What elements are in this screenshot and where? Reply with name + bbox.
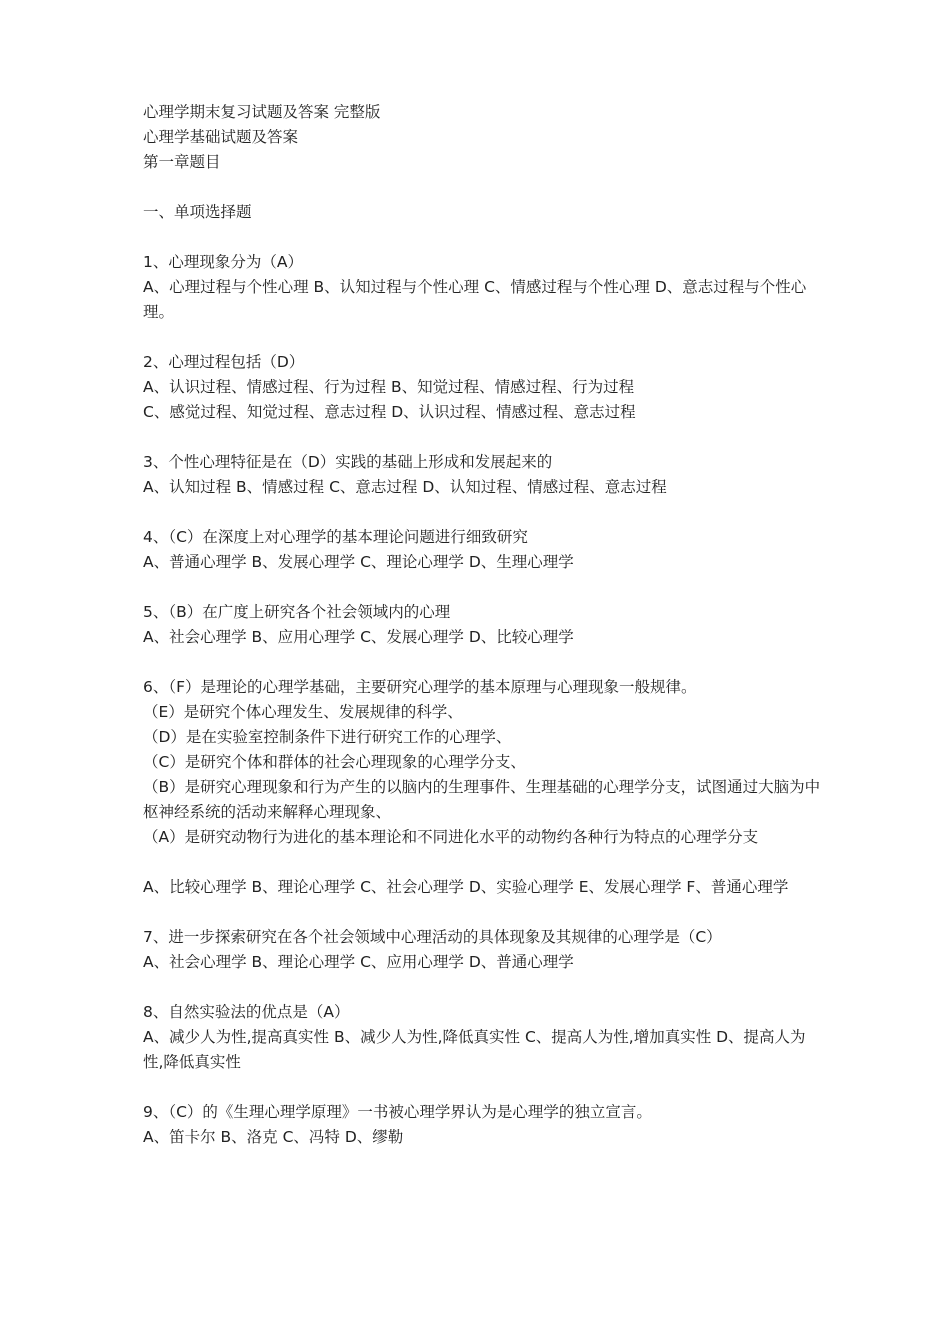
question-6 (143, 675, 820, 900)
chapter-heading: 第一章题目 (143, 153, 221, 171)
question-options: A、笛卡尔 B、洛克 C、冯特 D、缪勒 (143, 1128, 404, 1146)
question-stem: 7、进一步探索研究在各个社会领域中心理活动的具体现象及其规律的心理学是（C） (143, 928, 722, 946)
document-title: 心理学期末复习试题及答案 完整版 (143, 103, 381, 121)
question-options: A、认知过程 B、情感过程 C、意志过程 D、认知过程、情感过程、意志过程 (143, 478, 667, 496)
question-4 (143, 525, 820, 575)
question-8 (143, 1000, 820, 1075)
question-options: A、社会心理学 B、理论心理学 C、应用心理学 D、普通心理学 (143, 953, 574, 971)
question-options: A、比较心理学 B、理论心理学 C、社会心理学 D、实验心理学 E、发展心理学 F、普通心理学 (143, 878, 789, 896)
question-options: C、感觉过程、知觉过程、意志过程 D、认识过程、情感过程、意志过程 (143, 403, 636, 421)
question-1 (143, 250, 820, 325)
question-subitem: （E）是研究个体心理发生、发展规律的科学、 (143, 703, 463, 721)
question-2 (143, 350, 820, 425)
question-options: A、认识过程、情感过程、行为过程 B、知觉过程、情感过程、行为过程 (143, 378, 635, 396)
question-stem: 5、（B）在广度上研究各个社会领域内的心理 (143, 603, 451, 621)
question-options: A、社会心理学 B、应用心理学 C、发展心理学 D、比较心理学 (143, 628, 574, 646)
question-stem: 3、个性心理特征是在（D）实践的基础上形成和发展起来的 (143, 453, 553, 471)
question-subitem: （C）是研究个体和群体的社会心理现象的心理学分支、 (143, 753, 526, 771)
section-heading: 一、单项选择题 (143, 203, 252, 221)
question-9 (143, 1100, 820, 1150)
question-options: A、心理过程与个性心理 B、认知过程与个性心理 C、情感过程与个性心理 D、意志过程与个性心理。 (143, 278, 807, 321)
question-subitem: （A）是研究动物行为进化的基本理论和不同进化水平的动物约各种行为特点的心理学分支 (143, 828, 759, 846)
question-stem: 6、（F）是理论的心理学基础，主要研究心理学的基本原理与心理现象一般规律。 (143, 678, 697, 696)
question-5 (143, 600, 820, 650)
document-subtitle: 心理学基础试题及答案 (143, 128, 299, 146)
question-stem: 1、心理现象分为（A） (143, 253, 303, 271)
question-stem: 4、（C）在深度上对心理学的基本理论问题进行细致研究 (143, 528, 528, 546)
question-subitem: （D）是在实验室控制条件下进行研究工作的心理学、 (143, 728, 512, 746)
question-stem: 9、（C）的《生理心理学原理》一书被心理学界认为是心理学的独立宣言。 (143, 1103, 652, 1121)
question-stem: 2、心理过程包括（D） (143, 353, 305, 371)
question-options: A、减少人为性,提高真实性 B、减少人为性,降低真实性 C、提高人为性,增加真实性 D、提高人为性,降低真实性 (143, 1028, 806, 1071)
question-stem: 8、自然实验法的优点是（A） (143, 1003, 350, 1021)
question-3 (143, 450, 820, 500)
question-7 (143, 925, 820, 975)
question-subitem: （B）是研究心理现象和行为产生的以脑内的生理事件、生理基础的心理学分支，试图通过大脑为中枢神经系统的活动来解释心理现象、 (143, 778, 821, 821)
question-options: A、普通心理学 B、发展心理学 C、理论心理学 D、生理心理学 (143, 553, 574, 571)
